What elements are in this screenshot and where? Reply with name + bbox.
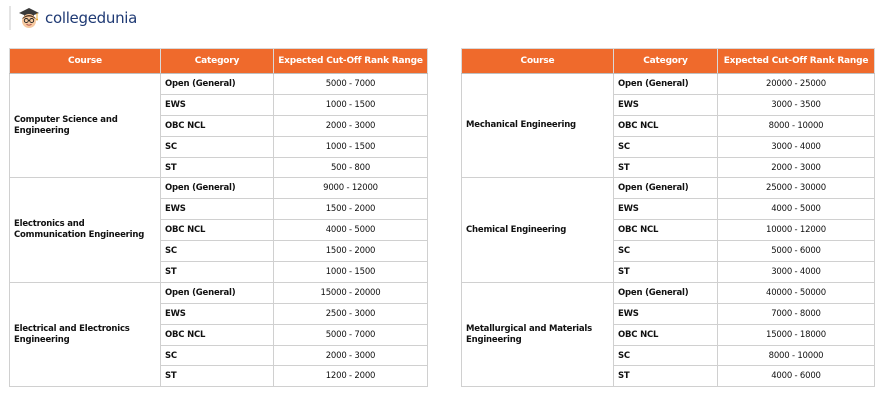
category-cell: ST (161, 262, 274, 283)
category-cell: SC (161, 241, 274, 262)
category-cell: ST (161, 157, 274, 178)
category-cell: SC (161, 136, 274, 157)
rank-range-cell: 40000 - 50000 (718, 282, 875, 303)
rank-range-cell: 1000 - 1500 (274, 136, 428, 157)
rank-range-cell: 4000 - 6000 (718, 366, 875, 387)
category-cell: OBC NCL (161, 220, 274, 241)
category-cell: EWS (614, 303, 718, 324)
rank-range-cell: 4000 - 5000 (274, 220, 428, 241)
course-column-header: Course (462, 49, 614, 74)
rank-range-cell: 25000 - 30000 (718, 178, 875, 199)
category-cell: SC (614, 345, 718, 366)
category-cell: Open (General) (614, 178, 718, 199)
table-header-row (10, 49, 428, 74)
category-cell: ST (614, 366, 718, 387)
rank-range-cell: 9000 - 12000 (274, 178, 428, 199)
rank-range-cell: 4000 - 5000 (718, 199, 875, 220)
category-cell: EWS (614, 94, 718, 115)
rank-range-cell: 5000 - 7000 (274, 74, 428, 95)
collegedunia-logo[interactable] (9, 3, 137, 33)
category-cell: Open (General) (161, 282, 274, 303)
rank-range-cell: 3000 - 4000 (718, 136, 875, 157)
category-cell: SC (161, 345, 274, 366)
rank-range-cell: 15000 - 20000 (274, 282, 428, 303)
course-name-cell: Chemical Engineering (462, 178, 614, 282)
category-column-header: Category (161, 49, 274, 74)
category-cell: EWS (614, 199, 718, 220)
rank-range-cell: 5000 - 7000 (274, 324, 428, 345)
course-name-cell: Computer Science and Engineering (10, 74, 161, 178)
rank-range-cell: 1200 - 2000 (274, 366, 428, 387)
category-cell: ST (161, 366, 274, 387)
table-header-row (462, 49, 875, 74)
category-cell: OBC NCL (161, 115, 274, 136)
category-cell: Open (General) (161, 178, 274, 199)
table-row (10, 178, 428, 199)
category-cell: SC (614, 241, 718, 262)
category-column-header: Category (614, 49, 718, 74)
cutoff-table-right (461, 48, 875, 387)
category-cell: ST (614, 262, 718, 283)
course-name-cell: Electrical and Electronics Engineering (10, 282, 161, 386)
course-name-cell: Electronics and Communication Engineering (10, 178, 161, 282)
rank-range-cell: 1500 - 2000 (274, 241, 428, 262)
category-cell: OBC NCL (161, 324, 274, 345)
course-name-cell: Metallurgical and Materials Engineering (462, 282, 614, 386)
graduate-face-icon (17, 6, 41, 30)
category-cell: EWS (161, 199, 274, 220)
rank-range-cell: 2000 - 3000 (274, 115, 428, 136)
rank-range-cell: 5000 - 6000 (718, 241, 875, 262)
rank-range-cell: 10000 - 12000 (718, 220, 875, 241)
rank-range-cell: 500 - 800 (274, 157, 428, 178)
rank-range-cell: 1000 - 1500 (274, 94, 428, 115)
rank-range-cell: 3000 - 4000 (718, 262, 875, 283)
rank-range-cell: 2000 - 3000 (718, 157, 875, 178)
course-name-cell: Mechanical Engineering (462, 74, 614, 178)
category-cell: OBC NCL (614, 324, 718, 345)
rank-range-cell: 2500 - 3000 (274, 303, 428, 324)
rank-range-cell: 15000 - 18000 (718, 324, 875, 345)
table-row (462, 178, 875, 199)
table-row (462, 282, 875, 303)
range-column-header: Expected Cut-Off Rank Range (718, 49, 875, 74)
cutoff-table-left (9, 48, 428, 387)
rank-range-cell: 8000 - 10000 (718, 345, 875, 366)
rank-range-cell: 1000 - 1500 (274, 262, 428, 283)
table-row (462, 74, 875, 95)
rank-range-cell: 8000 - 10000 (718, 115, 875, 136)
table-row (10, 74, 428, 95)
range-column-header: Expected Cut-Off Rank Range (274, 49, 428, 74)
rank-range-cell: 20000 - 25000 (718, 74, 875, 95)
course-column-header: Course (10, 49, 161, 74)
category-cell: EWS (161, 303, 274, 324)
category-cell: OBC NCL (614, 220, 718, 241)
logo-divider (9, 6, 11, 30)
category-cell: Open (General) (614, 282, 718, 303)
category-cell: SC (614, 136, 718, 157)
category-cell: EWS (161, 94, 274, 115)
category-cell: ST (614, 157, 718, 178)
brand-name: collegedunia (45, 9, 138, 27)
category-cell: Open (General) (161, 74, 274, 95)
category-cell: Open (General) (614, 74, 718, 95)
table-row (10, 282, 428, 303)
rank-range-cell: 1500 - 2000 (274, 199, 428, 220)
category-cell: OBC NCL (614, 115, 718, 136)
rank-range-cell: 2000 - 3000 (274, 345, 428, 366)
rank-range-cell: 3000 - 3500 (718, 94, 875, 115)
rank-range-cell: 7000 - 8000 (718, 303, 875, 324)
